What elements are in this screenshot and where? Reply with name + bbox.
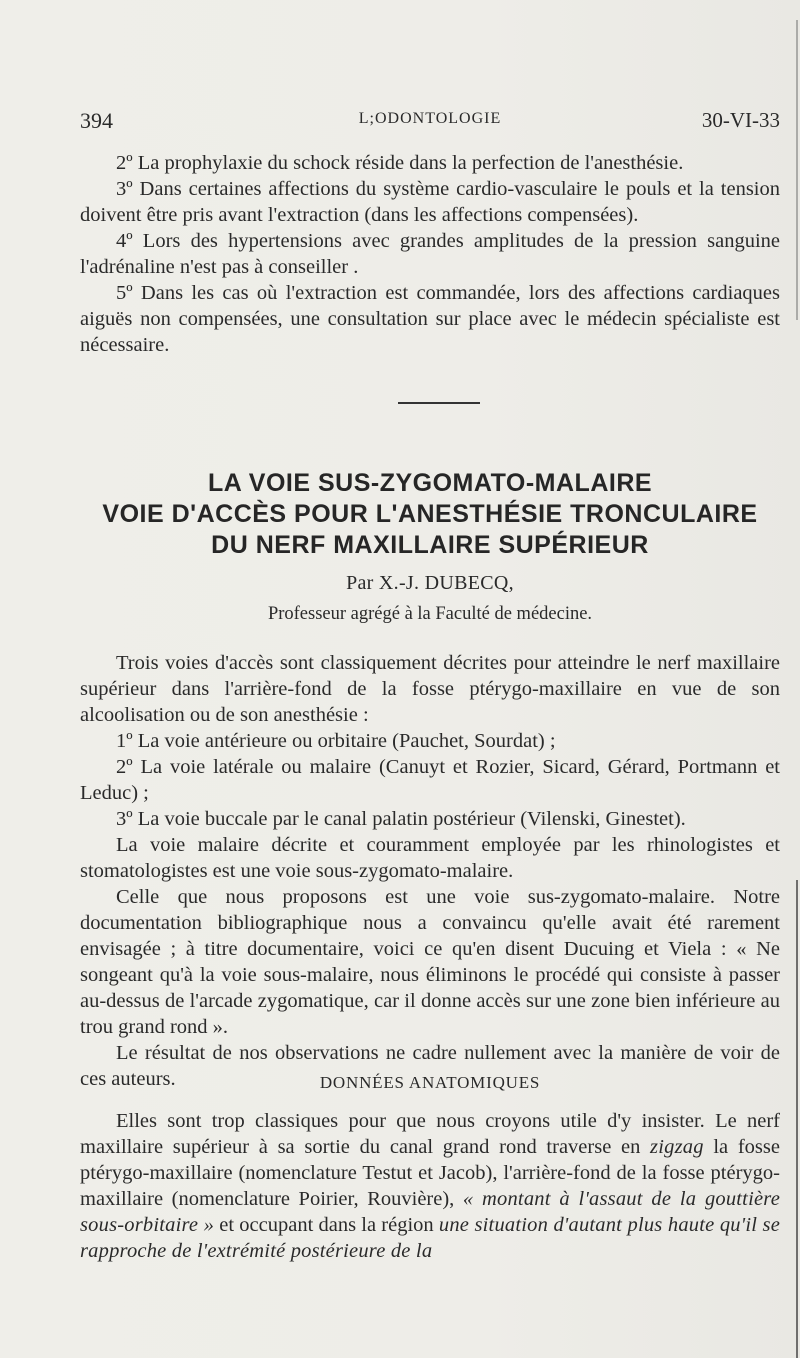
section-heading: DONNÉES ANATOMIQUES bbox=[319, 1073, 541, 1092]
article-title-line: DU NERF MAXILLAIRE SUPÉRIEUR bbox=[211, 531, 649, 559]
article-title-line: VOIE D'ACCÈS POUR L'ANESTHÉSIE TRONCULAIRE bbox=[102, 500, 758, 528]
article-body bbox=[80, 650, 780, 1092]
section-divider bbox=[398, 402, 480, 404]
paragraph: Trois voies d'accès sont classiquement décrites pour atteindre le nerf maxillaire supérieur dans l'arrière-fond de la fosse ptérygo-maxillaire en vue de son alcoolisation ou de son anesthésie : bbox=[80, 652, 780, 726]
italic-text: zigzag bbox=[650, 1136, 704, 1158]
page-number: 394 bbox=[80, 108, 113, 133]
page-edge-line bbox=[796, 880, 798, 1358]
paragraph: 3º Dans certaines affections du système cardio-vasculaire le pouls et la tension doivent être pris avant l'extraction (dans les affections compensées). bbox=[80, 178, 780, 226]
running-header bbox=[80, 108, 780, 138]
italic-text: une situation d'autant plus haute qu'il se rapproche de l'extrémité postérieure de la bbox=[80, 1214, 780, 1262]
italic-quote: « montant à l'assaut de la gouttière sous-orbitaire » bbox=[80, 1188, 780, 1236]
paragraph: 2º La prophylaxie du schock réside dans la perfection de l'anesthésie. bbox=[116, 152, 684, 174]
journal-title: L;ODONTOLOGIE bbox=[358, 110, 502, 127]
paragraph bbox=[80, 1108, 780, 1264]
paragraph: 4º Lors des hypertensions avec grandes amplitudes de la pression sanguine l'adrénaline n'est pas à conseiller . bbox=[80, 230, 780, 278]
author-byline: Par X.-J. DUBECQ, bbox=[346, 572, 514, 594]
text-run: Elles sont trop classiques pour que nous croyons utile d'y insister. Le nerf maxillaire supérieur à sa sortie du canal grand rond traverse en bbox=[80, 1110, 780, 1158]
paragraph: Le résultat de nos observations ne cadre nullement avec la manière de voir de ces auteurs. bbox=[80, 1042, 780, 1090]
page-edge-shadow bbox=[796, 20, 798, 320]
article-title-line: LA VOIE SUS-ZYGOMATO-MALAIRE bbox=[207, 469, 653, 497]
previous-article-conclusions bbox=[80, 150, 780, 358]
text-run: et occupant dans la région bbox=[214, 1214, 439, 1236]
anatomy-section-body bbox=[80, 1108, 780, 1264]
paragraph: Celle que nous proposons est une voie sus-zygomato-malaire. Notre documentation bibliographique nous a convaincu qu'elle avait été rarement envisagée ; à titre documentaire, voici ce qu'en disent Ducuing et Viela : « Ne songeant qu'à la voie sous-malaire, nous éliminons le procédé qui consiste à passer au-dessus de l'arcade zygomatique, car il donne accès sur une zone bien inférieure au trou grand rond ». bbox=[80, 886, 780, 1038]
paragraph: 3º La voie buccale par le canal palatin postérieur (Vilenski, Ginestet). bbox=[116, 808, 686, 830]
issue-date: 30-VI-33 bbox=[701, 108, 780, 132]
paragraph: 2º La voie latérale ou malaire (Canuyt et Rozier, Sicard, Gérard, Portmann et Leduc) ; bbox=[80, 756, 780, 804]
paragraph: La voie malaire décrite et couramment employée par les rhinologistes et stomatologistes est une voie sous-zygomato-malaire. bbox=[80, 834, 780, 882]
text-run: la fosse ptérygo-maxillaire (nomenclature Testut et Jacob), l'arrière-fond de la fosse ptérygo-maxillaire (nomenclature Poirier, Rouvière), bbox=[80, 1136, 780, 1210]
paragraph: 1º La voie antérieure ou orbitaire (Pauchet, Sourdat) ; bbox=[116, 730, 556, 752]
paragraph: 5º Dans les cas où l'extraction est commandée, lors des affections cardiaques aiguës non compensées, une consultation sur place avec le médecin spécialiste est nécessaire. bbox=[80, 282, 780, 356]
author-affiliation: Professeur agrégé à la Faculté de médecine. bbox=[267, 604, 593, 624]
